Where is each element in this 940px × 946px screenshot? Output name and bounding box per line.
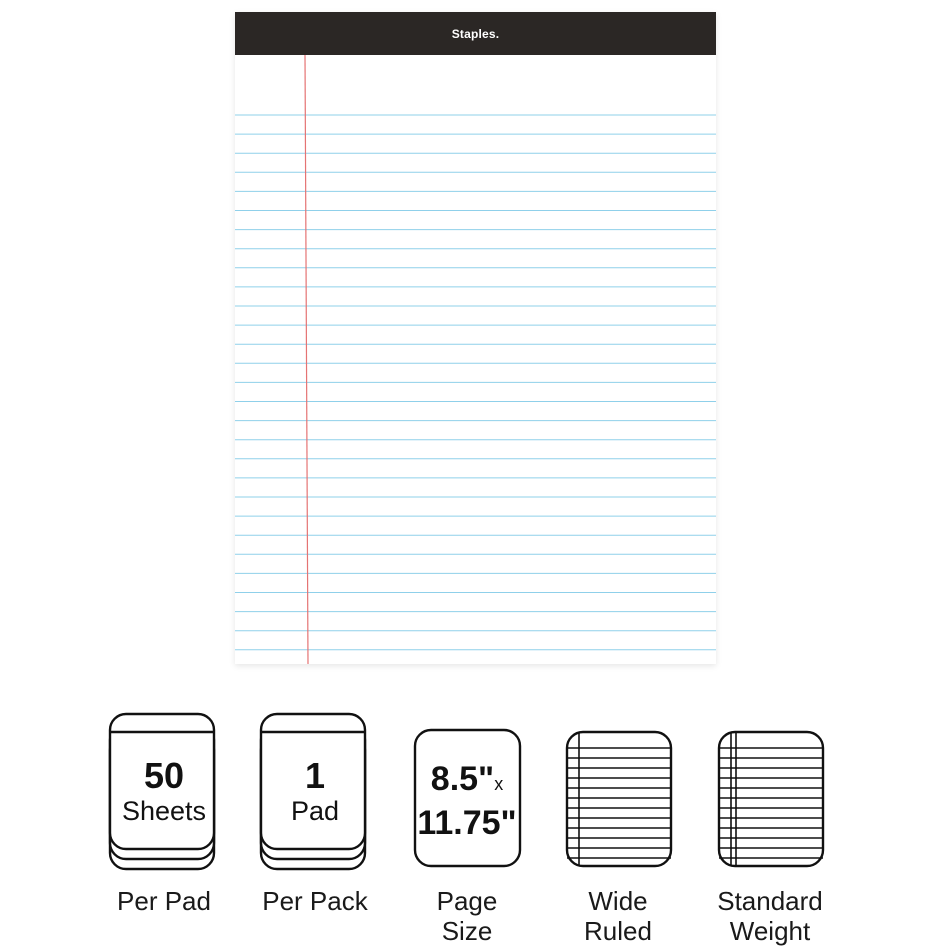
caption-page-size	[392, 886, 542, 946]
pad-count: 1	[304, 755, 326, 796]
caption-line-1: Wide	[588, 886, 648, 916]
feature-standard-weight	[695, 706, 845, 946]
sheet-unit: Sheets	[121, 796, 207, 826]
ruled-page-margin-icon	[695, 706, 845, 876]
sheet-count: 50	[143, 755, 185, 796]
caption-line-2: Size	[441, 916, 493, 946]
pad-header-band	[235, 12, 716, 55]
feature-wide-ruled	[543, 706, 693, 946]
ruled-lines	[235, 12, 716, 664]
pad-unit: Pad	[290, 796, 340, 826]
feature-sheets-per-pad	[89, 706, 239, 940]
feature-page-size	[392, 706, 542, 946]
width-value: 8.5"	[430, 760, 495, 798]
feature-pads-per-pack	[240, 706, 390, 940]
page-width	[392, 762, 542, 796]
times-sign: x	[494, 774, 504, 794]
ruled-page-icon	[543, 706, 693, 876]
caption-wide-ruled	[543, 886, 693, 946]
page-height: 11.75"	[417, 804, 517, 842]
legal-pad-image	[235, 12, 716, 664]
margin-line	[305, 55, 308, 664]
caption-line-2: Weight	[729, 916, 811, 946]
caption-per-pack: Per Pack	[262, 886, 368, 916]
caption-standard-weight	[695, 886, 845, 946]
brand-logo: Staples.	[451, 26, 500, 41]
caption-line-1: Standard	[717, 886, 823, 916]
caption-per-pad: Per Pad	[117, 886, 211, 916]
caption-line-2: Ruled	[584, 916, 652, 946]
caption-line-1: Page	[436, 886, 498, 916]
